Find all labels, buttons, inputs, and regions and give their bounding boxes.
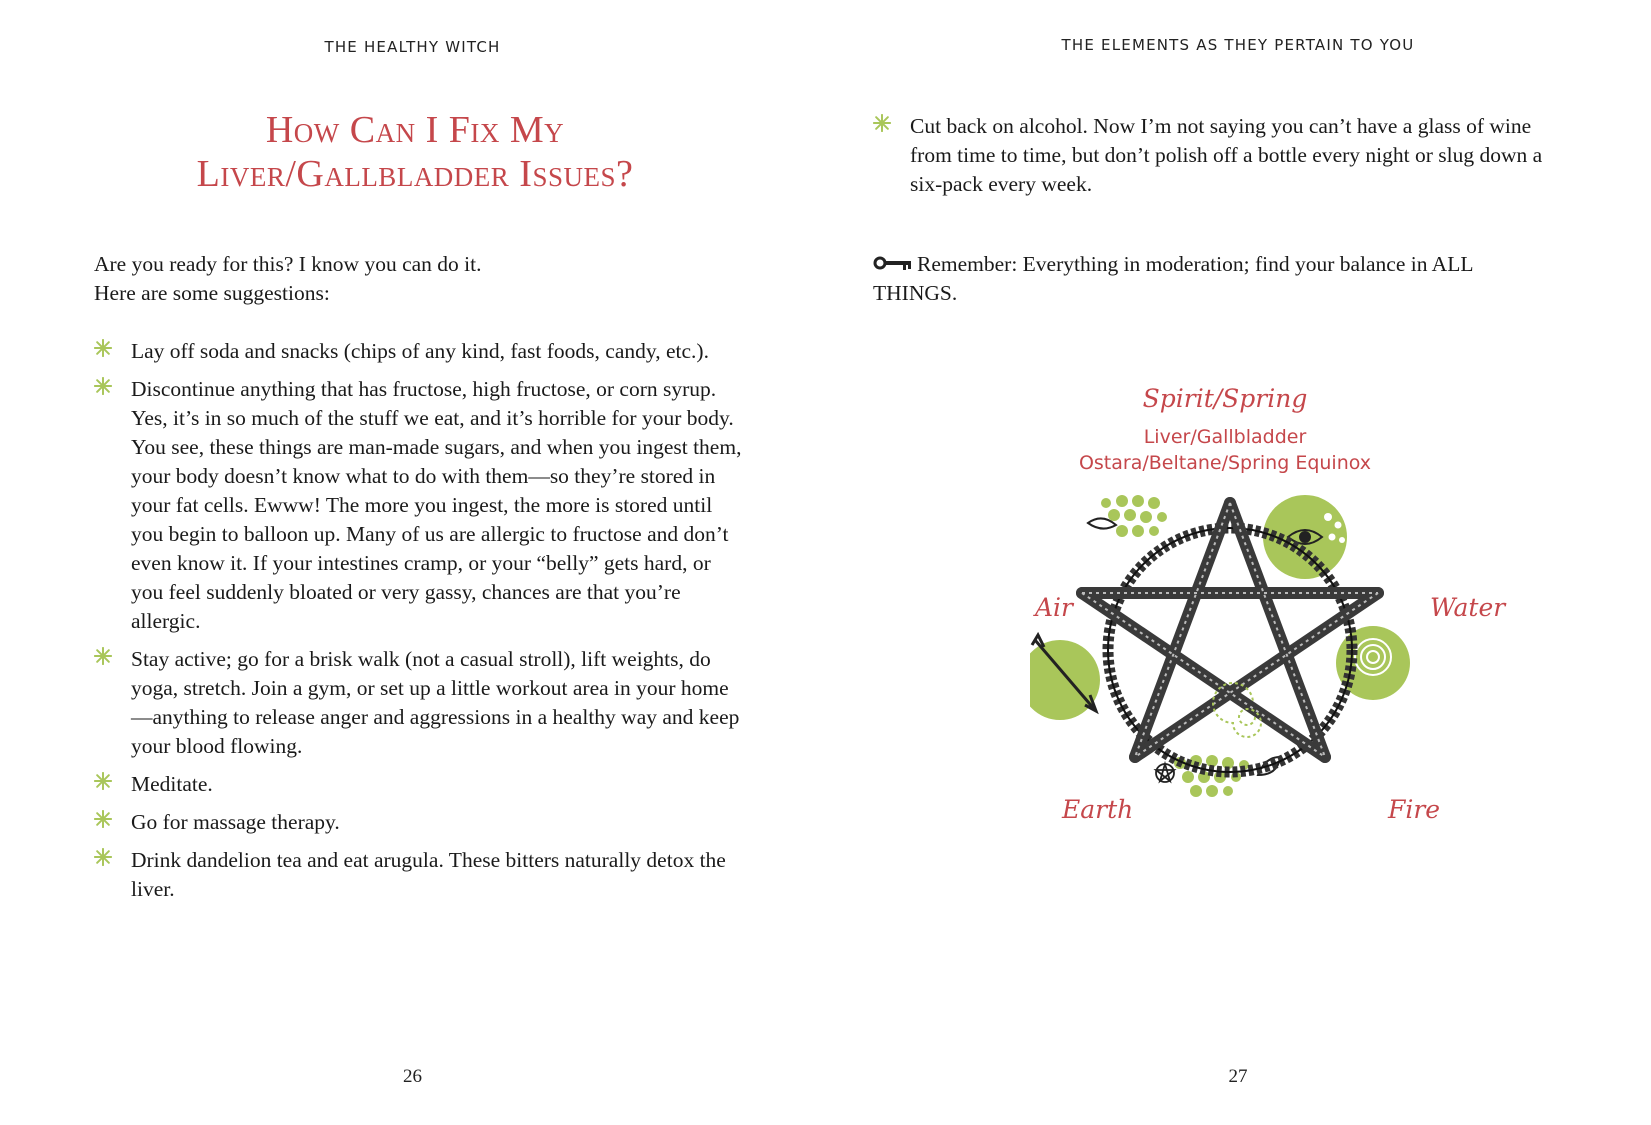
page-number-left: 26 [403,1066,422,1087]
water-label: Water [1430,593,1506,622]
sabbat-label: Ostara/Beltane/Spring Equinox [1078,452,1372,474]
list-item [94,846,744,904]
left-page [0,0,825,1125]
remember-text: Remember: Everything in moderation; find your balance in ALL THINGS. [873,252,1473,305]
key-icon [873,254,913,272]
list-item-text: Meditate. [131,772,213,796]
running-head-left: THE HEALTHY WITCH [324,38,501,56]
running-head-right: THE ELEMENTS AS THEY PERTAIN TO YOU [1061,36,1415,54]
intro-paragraph [94,250,734,308]
chapter-title-line-1: How Can I Fix My [265,109,565,151]
pentacle-illustration [1030,495,1450,835]
right-page [825,0,1651,1125]
list-item [94,808,744,837]
list-item-text: Lay off soda and snacks (chips of any kind, fast foods, candy, etc.). [131,339,709,363]
chapter-title-line-2: Liver/Gallbladder Issues? [196,153,634,195]
star-bullet-icon [94,810,112,828]
list-item-text: Go for massage therapy. [131,810,340,834]
list-item-text: Discontinue anything that has fructose, high fructose, or corn syrup. Yes, it’s in so much of the stuff we eat, and it’s horrible for your body. You see, these things are man-made sugars, and when you ingest them, your body doesn’t know what to do with them—so they’re stored in your fat cells. Ewww! The more you ingest, the more is stored until you begin to balloon up. Many of us are allergic to fructose and don’t even know it. If your intestines cramp, or your “belly” gets hard, or you feel suddenly bloated or very gassy, chances are that you’re allergic. [131,377,742,633]
star-bullet-icon [873,114,891,132]
star-bullet-icon [94,647,112,665]
page-number-right: 27 [1228,1066,1248,1087]
remember-note [873,250,1513,308]
air-dots [1101,495,1167,537]
star-bullet-icon [94,339,112,357]
star-bullet-icon [94,772,112,790]
fire-label: Fire [1388,795,1441,824]
suggestion-list [94,337,744,913]
spirit-label: Spirit/Spring [1142,384,1308,413]
list-item [94,645,744,761]
air-label: Air [1035,593,1074,622]
list-item-text: Cut back on alcohol. Now I’m not saying you can’t have a glass of wine from time to time, but don’t polish off a bottle every night or slug down a six-pack every week. [910,114,1543,196]
list-item [873,112,1553,199]
organ-label: Liver/Gallbladder [1143,426,1307,448]
list-item [94,375,744,636]
earth-label: Earth [1062,795,1134,824]
intro-line-1: Are you ready for this? I know you can do it. [94,252,482,276]
list-item-text: Drink dandelion tea and eat arugula. These bitters naturally detox the liver. [131,848,726,901]
chapter-title [140,108,690,196]
alcohol-list [873,112,1553,208]
intro-line-2: Here are some suggestions: [94,281,330,305]
small-pentacle-icon [1156,764,1174,782]
list-item [94,770,744,799]
star-bullet-icon [94,848,112,866]
star-bullet-icon [94,377,112,395]
list-item-text: Stay active; go for a brisk walk (not a casual stroll), lift weights, do yoga, stretch. Join a gym, or set up a little workout area in your home—anything to release anger and aggressions in a healthy way and keep your blood flowing. [131,647,740,758]
list-item [94,337,744,366]
